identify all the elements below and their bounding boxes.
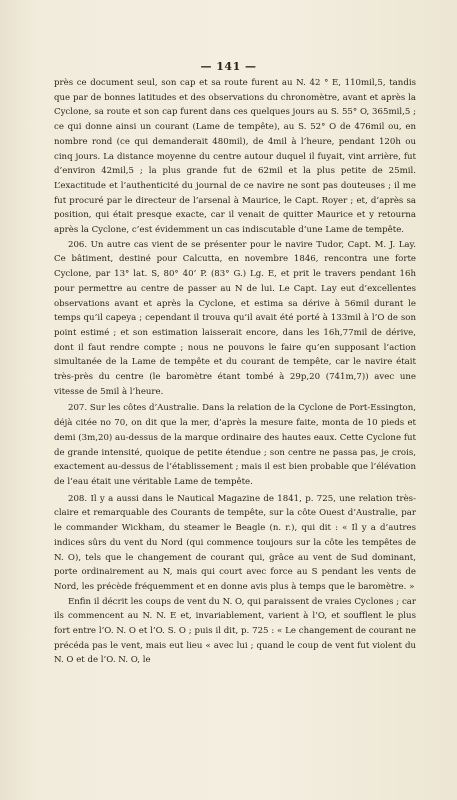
paragraph-207: 207. Sur les côtes d’Australie. Dans la relation de la Cyclone de Port-Essington, déjà citée no 70, on dit que la mer, d’après la mesure faite, monta de 10 pieds et demi (3m,20) au-dessus de la marque ordinaire des hautes eaux. Cette Cyclone fut de grande intensité, quoique de petite étendue ; son centre ne passa pas, je crois, exactement au-dessus de l’établissement ; mais il est bien probable que l’élévation de l’eau était une véritable Lame de tempête. [54,403,416,487]
paragraph-206: 206. Un autre cas vient de se présenter pour le navire Tudor, Capt. M. J. Lay. Ce bâtiment, destiné pour Calcutta, en novembre 1846, rencontra une forte Cyclone, par 13° lat. S, 80° 40’ P. (83° G.) Lg. E, et prit le travers pendant 16h pour permettre au centre de passer au N de lui. Le Capt. Lay eut d’excellentes observations avant et après la Cyclone, et estima sa dérive à 56mil durant le temps qu’il capeya ; cependant il trouva qu’il avait été porté à 133mil à l’O de son point estimé ; et son estimation laisserait encore, dans les 16h,77mil de dérive, dont il faut rendre compte ; nous ne pouvons le faire qu’en supposant l’action simultanée de la Lame de tempête et du courant de tempête, car le navire était très-près du centre (le baromètre étant tombé à 29p,20 (741m,7)) avec une vitesse de 5mil à l’heure. [54,239,416,397]
paragraph-208: 208. Il y a aussi dans le Nautical Magazine de 1841, p. 725, une relation très-claire et remarquable des Courants de tempête, sur la côte Ouest d’Australie, par le commander Wickham, du steamer le Beagle (n. r.), qui dit : « Il y a d’autres indices sûrs du vent du Nord (qui commence toujours sur la côte les tempêtes de N. O), tels que le changement de courant qui, grâce au vent de Sud dominant, porte ordinairement au N, mais qui court avec force au S pendant les vents de Nord, les précède fréquemment et en donne avis plus à temps que le baromètre. » [54,493,416,592]
page-body [54,76,416,668]
page-number: — 141 — [200,60,257,73]
paragraph-final: Enfin il décrit les coups de vent du N. O, qui paraissent de vraies Cyclones ; car ils commencent au N. N. E et, invariablement, varient à l’O, et soufflent le plus fort entre l’O. N. O et l’O. S. O ; puis il dit, p. 725 : « Le changement de courant ne précéda pas le vent, mais eut lieu « avec lui ; quand le coup de vent fut violent du N. O et de l’O. N. O, le [54,596,416,666]
paragraph-continuation: près ce document seul, son cap et sa route furent au N. 42 ° E, 110mil,5, tandis que par de bonnes latitudes et des observations du chronomètre, avant et après la Cyclone, sa route et son cap furent dans ces quelques jours au S. 55° O, 365mil,5 ; ce qui donne ainsi un courant (Lame de tempête), au S. 52° O de 476mil ou, en nombre rond (ce qui demanderait 480mil), de 4mil à l’heure, pendant 120h ou cinq jours. La distance moyenne du centre autour duquel il fuyait, vint arrière, fut d’environ 42mil,5 ; la plus grande fut de 62mil et la plus petite de 25mil. L’exactitude et l’authenticité du journal de ce navire ne sont pas douteuses ; il me fut procuré par le directeur de l’arsenal à Maurice, le Capt. Royer ; et, d’après sa position, qui était presque exacte, car il venait de quitter Maurice et y retourna après la Cyclone, c’est évidemment un cas indiscutable d’une Lame de tempête. [54,78,416,236]
